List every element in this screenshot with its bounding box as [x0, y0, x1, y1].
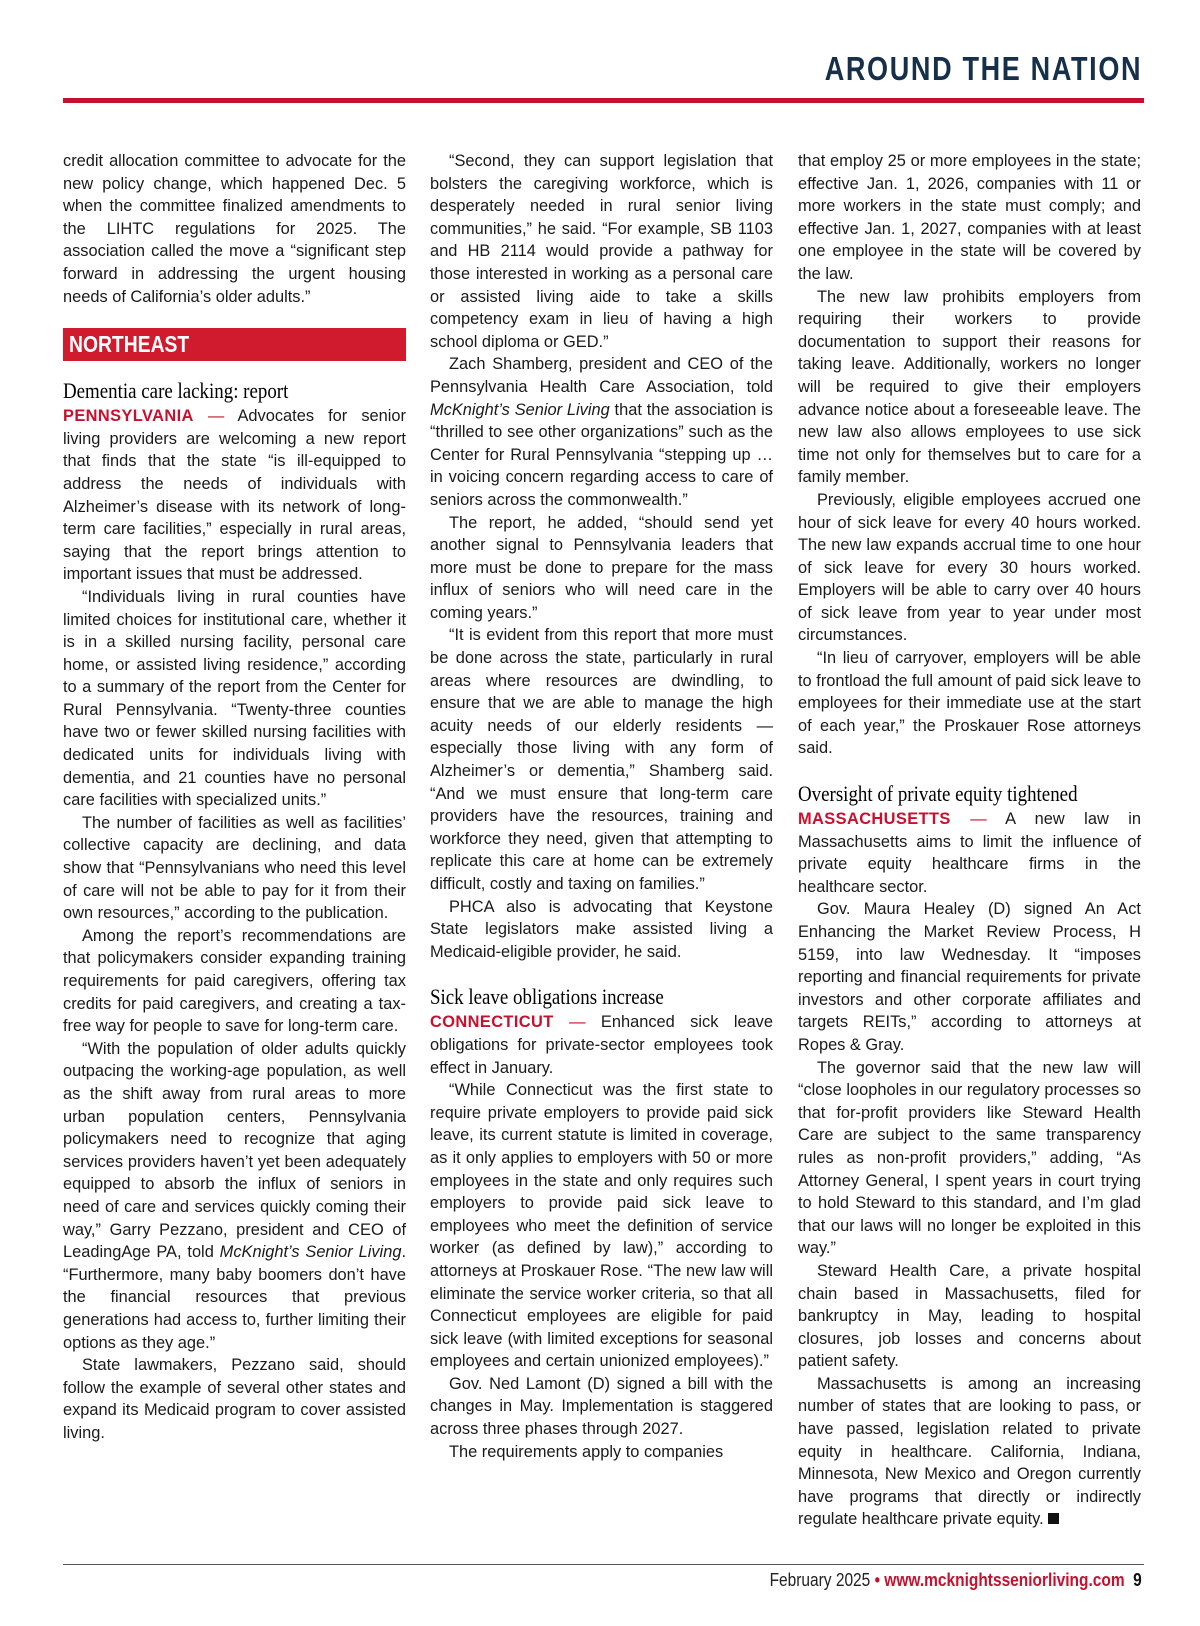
column-1: [63, 150, 406, 1444]
text-segment: “With the population of older adults quickly outpacing the working-age population, as well as the shift away from rural areas to more urban population centers, Pennsylvania policymakers need to recognize that aging services providers haven’t yet been adequately equipped to absorb the influx of seniors in need of care and services quickly coming their way,” Garry Pezzano, president and CEO of LeadingAge PA, told: [63, 1039, 406, 1262]
text-segment: that the association is “thrilled to see other organizations” such as the Center for Rural Pennsylvania “stepping up … in voicing concern regarding access to care of seniors across the commonwealth.”: [430, 400, 773, 509]
state-dash: —: [553, 1013, 601, 1032]
state-dash: —: [950, 810, 1006, 829]
paragraph: “In lieu of carryover, employers will be able to frontload the full amount of paid sick leave to employees for their immediate use at the start of each year,” the Proskauer Rose attorneys said.: [798, 649, 1141, 758]
paragraph: Gov. Maura Healey (D) signed An Act Enhancing the Market Review Process, H 5159, into law Wednesday. It “imposes reporting and financial requirements for private investors and other corporate affiliates and targets REITs,” according to attorneys at Ropes & Gray.: [798, 900, 1141, 1054]
paragraph: “While Connecticut was the first state to require private employers to provide paid sick leave, its current statute is limited in coverage, as it only applies to employers with 50 or more employees in the state and only requires such employers to provide paid sick leave to employees who meet the definition of service worker (as defined by law),” according to attorneys at Proskauer Rose. “The new law will eliminate the service worker criteria, so that all Connecticut employees are eligible for paid sick leave (with limited exceptions for seasonal employees and certain unionized employees).”: [430, 1081, 773, 1371]
region-banner: [63, 328, 406, 361]
story-headline: Sick leave obligations increase: [430, 984, 664, 1010]
paragraph: The number of facilities as well as facilities’ collective capacity are declining, and data show that “Pennsylvanians who need this level of care will not be able to pay for it from their own resources,” according to the publication.: [63, 813, 406, 923]
end-of-story-mark: [1048, 1513, 1059, 1524]
lead-text: Enhanced sick leave obligations for private-sector employees took effect in January.: [430, 1013, 773, 1077]
website-link[interactable]: www.mcknightsseniorliving.com: [884, 1570, 1125, 1590]
paragraph: Previously, eligible employees accrued one hour of sick leave for every 40 hours worked. The new law expands accrual time to one hour of sick leave for every 30 hours worked. Employers will be able to carry over 40 hours of sick leave from year to year under most circumstances.: [798, 490, 1141, 645]
lead-text: Advocates for senior living providers are welcoming a new report that finds that the state “is ill-equipped to address the needs of individuals with Alzheimer’s disease with its network of long-term care facilities,” especially in rural areas, saying that the report brings attention to important issues that must be addressed.: [63, 407, 406, 584]
paragraph: PHCA also is advocating that Keystone State legislators make assisted living a Medicaid-eligible provider, he said.: [430, 897, 773, 961]
issue-date: February 2025: [769, 1570, 871, 1590]
section-title: AROUND THE NATION: [824, 50, 1142, 87]
page-number: 9: [1133, 1570, 1142, 1590]
paragraph: Among the report’s recommendations are that policymakers consider expanding training requirements for paid caregivers, offering tax credits for paid caregivers, and creating a tax-free way for people to save for long-term care.: [63, 926, 406, 1036]
footer-separator: •: [870, 1570, 885, 1590]
state-label: MASSACHUSETTS: [798, 810, 951, 829]
paragraph: [430, 353, 773, 511]
column-2: [430, 150, 773, 1463]
paragraph: “It is evident from this report that more must be done across the state, particularly in rural areas where resources are dwindling, to ensure that we are able to manage the high acuity needs of our elderly residents — especially those living with any form of Alzheimer’s or dementia,” Shamberg said. “And we must ensure that long-term care providers have the resources, training and workforce they need, given that attempting to replicate this care at home can be extremely difficult, costly and taxing on families.”: [430, 626, 773, 893]
publication-name: McKnight’s Senior Living: [430, 400, 610, 419]
paragraph: “Individuals living in rural counties have limited choices for institutional care, whether it is in a skilled nursing facility, personal care home, or assisted living residence,” according to a summary of the report from the Center for Rural Pennsylvania. “Twenty-three counties have two or fewer skilled nursing facilities with dedicated units for individuals living with dementia, and 21 counties have no personal care facilities with specialized units.”: [63, 587, 406, 810]
paragraph: Steward Health Care, a private hospital chain based in Massachusetts, filed for bankruptcy in May, leading to hospital closures, job losses and concerns about patient safety.: [798, 1261, 1141, 1371]
text-segment: Zach Shamberg, president and CEO of the Pennsylvania Health Care Association, told: [430, 355, 773, 396]
story-lead-paragraph: [798, 808, 1141, 898]
story-headline: Oversight of private equity tightened: [798, 781, 1078, 807]
paragraph: The requirements apply to companies: [449, 1442, 724, 1461]
paragraph: [798, 1373, 1141, 1531]
lead-text: A new law in Massachusetts aims to limit the influence of private equity healthcare firms in the healthcare sector.: [798, 810, 1142, 896]
paragraph: Gov. Ned Lamont (D) signed a bill with the changes in May. Implementation is staggered across three phases through 2027.: [430, 1374, 773, 1439]
text-segment: . “Furthermore, many baby boomers don’t have the financial resources that previous generations had access to, further limiting their options as they age.”: [63, 1243, 406, 1352]
story-lead-paragraph: [430, 1011, 773, 1079]
story-lead-paragraph: [63, 405, 406, 586]
state-dash: —: [193, 407, 238, 426]
state-label: PENNSYLVANIA: [63, 407, 194, 426]
paragraph: State lawmakers, Pezzano said, should follow the example of several other states and expand its Medicaid program to cover assisted living.: [63, 1356, 406, 1442]
story-headline: Dementia care lacking: report: [63, 378, 289, 404]
bottom-rule: [63, 1564, 1144, 1565]
paragraph: The report, he added, “should send yet another signal to Pennsylvania leaders that more must be done to prepare for the mass influx of seniors who will need care in the coming years.”: [430, 513, 773, 622]
text-segment: Massachusetts is among an increasing number of states that are looking to pass, or have passed, legislation related to private equity in healthcare. California, Indiana, Minnesota, New Mexico and Oregon currently have programs that directly or indirectly regulate healthcare private equity.: [798, 1374, 1141, 1529]
top-rule: [63, 98, 1144, 103]
page-footer: [709, 1570, 1142, 1591]
paragraph: The new law prohibits employers from requiring their workers to provide documentation to support their reasons for taking leave. Additionally, workers no longer will be required to give their employers advance notice about a foreseeable leave. The new law also allows employees to use sick time not only for themselves but to care for a family member.: [798, 287, 1141, 487]
region-label: NORTHEAST: [69, 331, 190, 358]
paragraph: that employ 25 or more employees in the state; effective Jan. 1, 2026, companies with 11 or more workers in the state must comply; and effective Jan. 1, 2027, companies with at least one employee in the state will be covered by the law.: [798, 152, 1141, 283]
column-3: [798, 150, 1141, 1531]
state-label: CONNECTICUT: [430, 1013, 554, 1032]
paragraph: “Second, they can support legislation that bolsters the caregiving workforce, which is desperately needed in rural senior living communities,” he said. “For example, SB 1103 and HB 2114 would provide a pathway for those interested in working as a personal care or assisted living aide to take a skills competency exam in lieu of having a high school diploma or GED.”: [430, 152, 773, 351]
paragraph: credit allocation committee to advocate for the new policy change, which happened Dec. 5 when the committee finalized amendments to the LIHTC regulations for 2025. The association called the move a “significant step forward in addressing the urgent housing needs of California’s older adults.”: [63, 152, 406, 306]
paragraph: The governor said that the new law will “close loopholes in our regulatory processes so that for-profit providers like Steward Health Care are subject to the same transparency rules as non-profit providers,” adding, “As Attorney General, I spent years in court trying to hold Steward to this standard, and I’m glad that our laws will no longer be exploited in this way.”: [798, 1058, 1141, 1258]
paragraph: [63, 1038, 406, 1354]
publication-name: McKnight’s Senior Living: [219, 1243, 402, 1262]
